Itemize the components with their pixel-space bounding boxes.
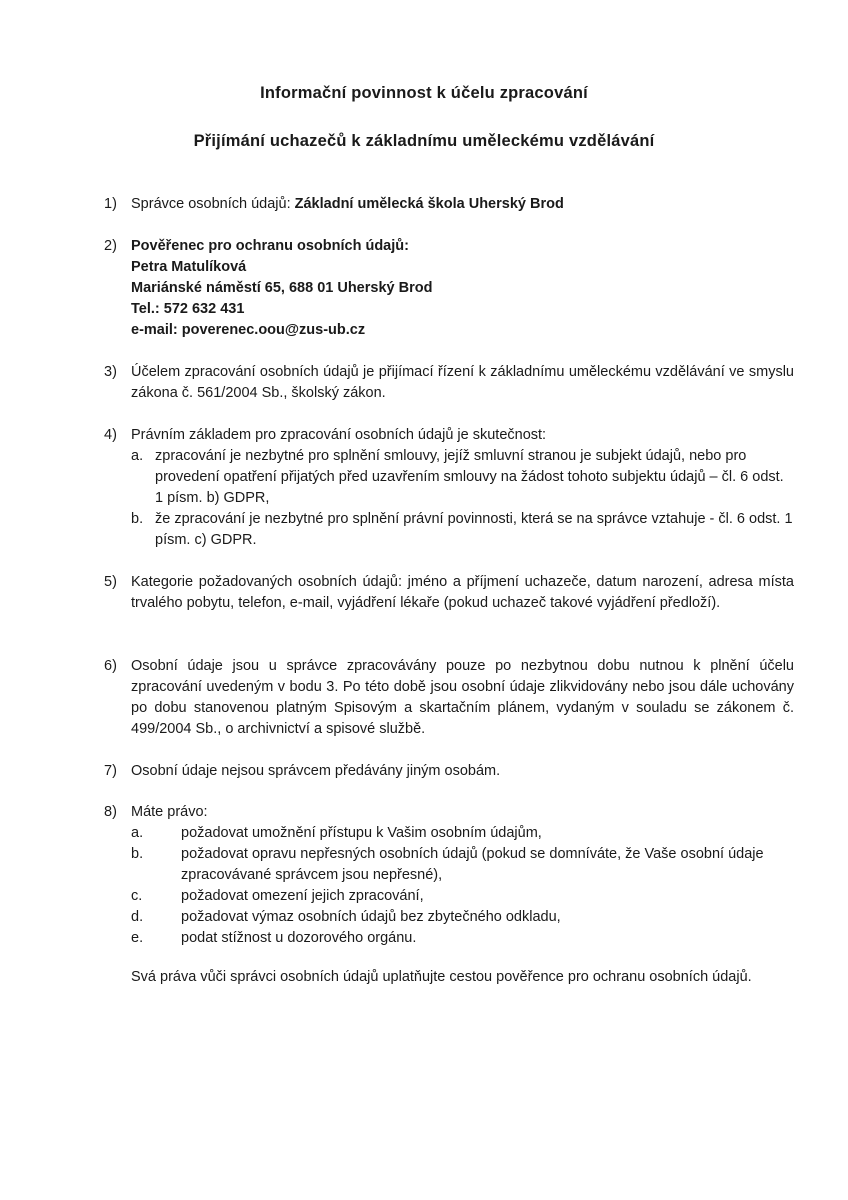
right-b — [131, 844, 794, 886]
controller-label: Správce osobních údajů: — [131, 196, 295, 212]
item-6-retention — [104, 656, 794, 740]
item-number: 2) — [104, 238, 117, 254]
list-label: a. — [131, 448, 144, 464]
item-number: 6) — [104, 658, 117, 674]
legal-basis-a — [131, 446, 794, 509]
dpo-name: Petra Matulíková — [131, 259, 247, 275]
right-text: požadovat umožnění přístupu k Vašim osobním údajům, — [181, 825, 542, 841]
right-a — [131, 823, 794, 844]
list-label: d. — [131, 909, 144, 925]
rights-closing-text: Svá práva vůči správci osobních údajů uplatňujte cestou pověřence pro ochranu osobních údajů. — [131, 969, 752, 985]
document-subtitle: Přijímání uchazečů k základnímu uměleckému vzdělávání — [193, 132, 655, 150]
purpose-text: Účelem zpracování osobních údajů je přijímací řízení k základnímu uměleckému vzdělávání ve smyslu zákona č. 561/2004 Sb., školský zákon. — [131, 364, 794, 401]
legal-basis-a-text: zpracování je nezbytné pro splnění smlouvy, jejíž smluvní stranou je subjekt údajů, nebo pro provedení opatření přijatých před uzavřením smlouvy na žádost tohoto subjektu údajů – čl. 6 odst. 1 písm. b) GDPR, — [155, 448, 784, 506]
right-text: podat stížnost u dozorového orgánu. — [181, 930, 417, 946]
item-5-categories — [104, 572, 794, 614]
categories-text: Kategorie požadovaných osobních údajů: jméno a příjmení uchazeče, datum narození, adresa místa trvalého pobytu, telefon, e-mail, vyjádření lékaře (pokud uchazeč takové vyjádření předloží). — [131, 574, 794, 611]
dpo-email: e-mail: poverenec.oou@zus-ub.cz — [131, 322, 366, 338]
dpo-heading: Pověřenec pro ochranu osobních údajů: — [131, 238, 409, 254]
item-number: 3) — [104, 364, 117, 380]
controller-name: Základní umělecká škola Uherský Brod — [294, 196, 564, 212]
item-7-transfer — [104, 761, 794, 782]
transfer-text: Osobní údaje nejsou správcem předávány jiným osobám. — [131, 763, 501, 779]
list-label: a. — [131, 825, 144, 841]
list-label: b. — [131, 511, 144, 527]
item-4-legal-basis — [104, 425, 794, 551]
legal-basis-intro: Právním základem pro zpracování osobních údajů je skutečnost: — [131, 427, 547, 443]
list-label: c. — [131, 888, 143, 904]
right-text: požadovat výmaz osobních údajů bez zbytečného odkladu, — [181, 909, 561, 925]
item-8-rights — [104, 802, 794, 949]
legal-basis-b — [131, 509, 794, 551]
dpo-address: Mariánské náměstí 65, 688 01 Uherský Brod — [131, 280, 433, 296]
right-c — [131, 886, 794, 907]
rights-intro: Máte právo: — [131, 804, 208, 820]
list-label: e. — [131, 930, 144, 946]
item-number: 1) — [104, 196, 117, 212]
item-2-dpo — [104, 236, 794, 341]
right-d — [131, 907, 794, 928]
item-number: 5) — [104, 574, 117, 590]
legal-basis-b-text: že zpracování je nezbytné pro splnění právní povinnosti, která se na správce vztahuje - čl. 6 odst. 1 písm. c) GDPR. — [155, 511, 793, 548]
document-title: Informační povinnost k účelu zpracování — [260, 84, 588, 102]
right-text: požadovat omezení jejich zpracování, — [181, 888, 424, 904]
dpo-phone: Tel.: 572 632 431 — [131, 301, 245, 317]
right-text: požadovat opravu nepřesných osobních údajů (pokud se domníváte, že Vaše osobní údaje zpracovávané správcem jsou nepřesné), — [181, 846, 764, 883]
item-1-controller — [104, 194, 794, 215]
item-3-purpose — [104, 362, 794, 404]
list-label: b. — [131, 846, 144, 862]
rights-closing — [104, 967, 794, 988]
right-e — [131, 928, 794, 949]
retention-text: Osobní údaje jsou u správce zpracovávány pouze po nezbytnou dobu nutnou k plnění účelu zpracování uvedeným v bodu 3. Po této době jsou osobní údaje zlikvidovány nebo jsou dále uchovány po dobu stanovenou platným Spisovým a skartačním plánem, vydaným v souladu se zákonem č. 499/2004 Sb., o archivnictví a spisové službě. — [131, 658, 794, 737]
item-number: 4) — [104, 427, 117, 443]
item-number: 8) — [104, 804, 117, 820]
item-number: 7) — [104, 763, 117, 779]
